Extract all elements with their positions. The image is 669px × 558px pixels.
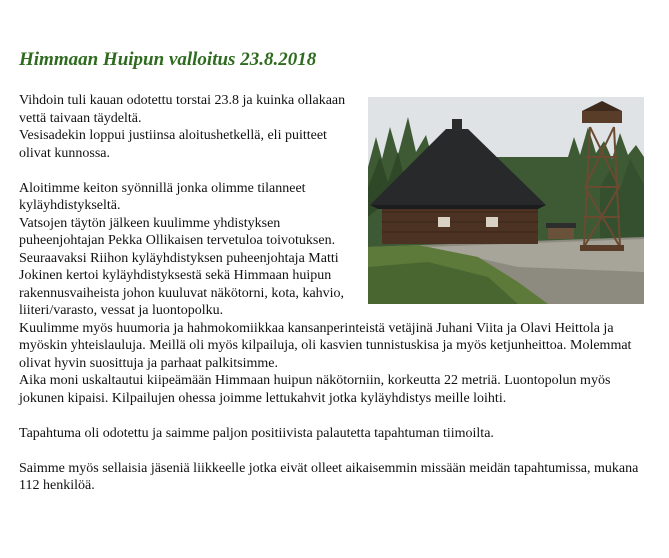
event-photo bbox=[368, 97, 644, 304]
article-body bbox=[19, 92, 644, 512]
paragraph-1: Vihdoin tuli kauan odotettu torstai 23.8 ja kuinka ollakaan vettä taivaan täydeltä. Vesisadekin loppui justiinsa aloitushetkellä, eli puitteet olivat kunnossa. bbox=[19, 93, 346, 161]
article-title: Himmaan Huipun valloitus 23.8.2018 bbox=[19, 49, 317, 70]
paragraph-3: Tapahtuma oli odotettu ja saimme paljon positiivista palautetta tapahtuman tiimoilta. bbox=[19, 425, 494, 441]
paragraph-4: Saimme myös sellaisia jäseniä liikkeelle jotka eivät olleet aikaisemmin missään meidän tapahtumissa, mukana 112 henkilöä. bbox=[19, 460, 639, 493]
paragraph-2: Aloitimme keiton syönnillä jonka olimme tilanneet kyläyhdistykseltä. Vatsojen täytön jälkeen kuulimme yhdistyksen puheenjohtajan Pekka Ollikaisen tervetuloa toivotuksen. Seuraavaksi Riihon kyläyhdistyksen puheenjohtaja Matti Jokinen kertoi kyläyhdistyksestä sekä Himmaan huipun rakennusvaiheista johon kuuluvat näkötorni, kota, kahvio, liiteri/varasto, vessat ja luontopolku. Kuulimme myös huumoria ja hahmokomiikkaa kansanperinteistä vetäjinä Juhani Viita ja Olavi Heittola ja myöskin yhteislauluja. Meillä oli myös kilpailuja, oli kasvien tunnistuskisa ja myös ketjunheittoa. Molemmat olivat hyvin suosittuja ja parhaat palkitsimme. Aika moni uskaltautui kiipeämään Himmaan huipun näkötorniin, korkeutta 22 metriä. Luontopolun myös jokunen kipaisi. Kilpailujen ohessa joimme lettukahvit jotka kyläyhdistys meille loihti. bbox=[19, 180, 632, 406]
